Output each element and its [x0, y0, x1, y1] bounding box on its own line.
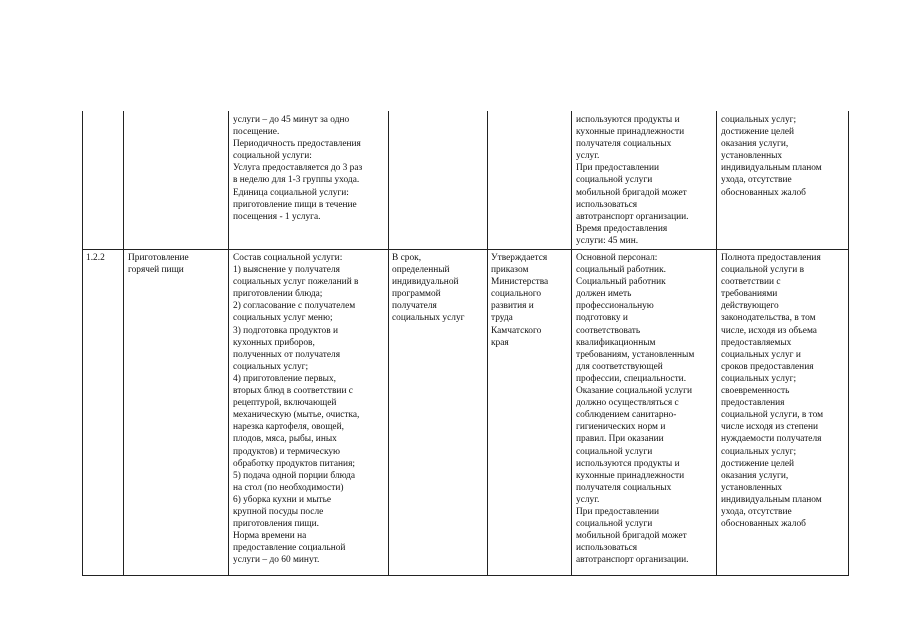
column-divider-5	[571, 111, 572, 576]
service-content: Состав социальной услуги: 1) выяснение у получателя социальных услуг пожеланий в приготовлении блюда; 2) согласование с получателем социальных услуг меню; 3) подготовка продуктов и кухонных приборов, полученных от получателя социальных услуг; 4) приготовление первых, вторых блюд в соответствии с рецептурой, включающей механическую (мытье, очистка, нарезка картофеля, овощей, плодов, мяса, рыбы, иных продуктов) и термическую обработку продуктов питания; 5) подача одной порции блюда на стол (по необходимости) 6) уборка кухни и мытье крупной посуды после приготовления пищи. Норма времени на предоставление социальной услуги – до 60 минут.	[233, 253, 360, 566]
service-conditions: Основной персонал: социальный работник. Социальный работник должен иметь профессиональную подготовку и соответствовать квалификационным требованиям, установленным для соответствующей профессии, специальности. Оказание социальной услуги должно осуществляться с соблюдением санитарно- гигиенических норм и правил. При оказании социальной услуги используются продукты и кухонные принадлежности получателя социальных услуг. При предоставлении социальной услуги мобильной бригадой может использоваться автотранспорт организации.	[576, 253, 695, 566]
column-divider-6	[716, 111, 717, 576]
table-border-left	[82, 111, 83, 576]
prev-row-service-content: услуги – до 45 минут за одно посещение. Периодичность предоставления социальной услуги: Услуга предоставляется до 3 раз в неделю для 1-3 группы ухода. Единица социальной услуги: приготовление пищи в течение посещения - 1 услуга.	[233, 115, 363, 222]
column-divider-2	[228, 111, 229, 576]
prev-row-conditions: используются продукты и кухонные принадлежности получателя социальных услуг. При предоставлении социальной услуги мобильной бригадой может использоваться автотранспорт организации. Время предоставления услуги: 45 мин.	[576, 115, 689, 246]
table-border-right	[848, 111, 849, 576]
service-term: В срок, определенный индивидуальной программой получателя социальных услуг	[392, 253, 465, 324]
service-tariff: Утверждается приказом Министерства социального развития и труда Камчатского края	[491, 253, 549, 348]
column-divider-4	[487, 111, 488, 576]
prev-row-quality-indicators: социальных услуг; достижение целей оказания услуги, установленных индивидуальным планом ухода, отсутствие обоснованных жалоб	[721, 115, 822, 198]
column-divider-1	[123, 111, 124, 576]
service-quality-indicators: Полнота предоставления социальной услуги в соответствии с требованиями действующего законодательства, в том числе, исходя из объема предоставляемых социальных услуг и сроков предоставления социальных услуг; своевременность предоставления социальной услуги, в том числе исходя из степени нуждаемости получателя социальных услуг; достижение целей оказания услуги, установленных индивидуальным планом ухода, отсутствие обоснованных жалоб	[721, 253, 824, 530]
row-divider	[82, 249, 849, 250]
table-border-bottom	[82, 575, 849, 576]
service-number: 1.2.2	[86, 253, 105, 263]
service-name: Приготовление горячей пищи	[128, 253, 189, 276]
column-divider-3	[388, 111, 389, 576]
